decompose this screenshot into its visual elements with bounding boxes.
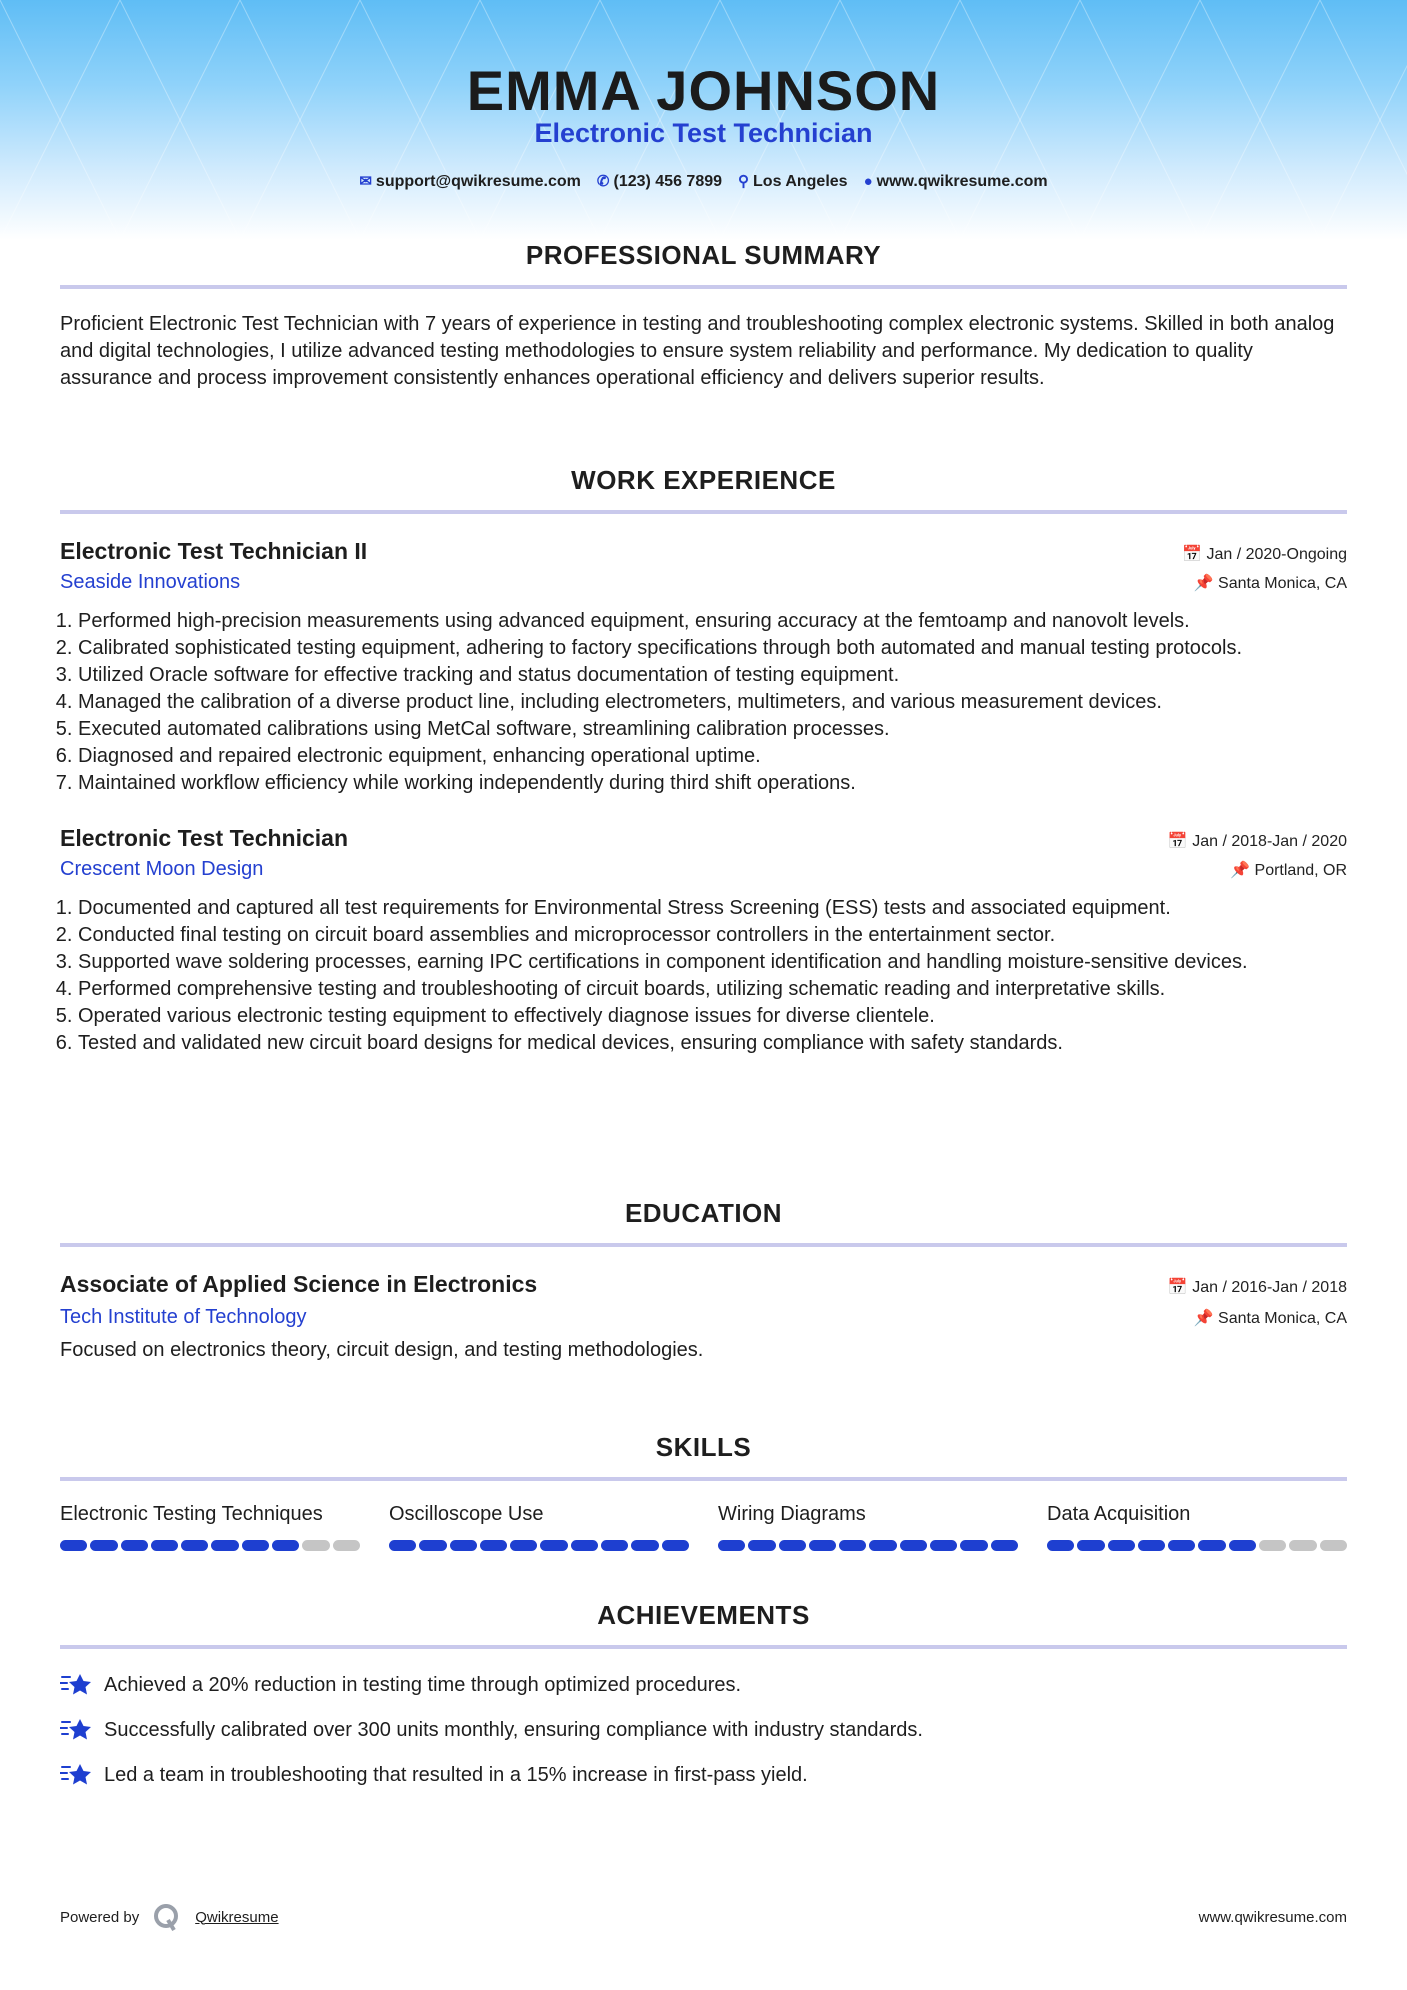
job-bullets [78, 608, 1347, 797]
map-pin-icon: ⚲ [738, 173, 750, 190]
divider [60, 285, 1347, 289]
rating-dot [389, 1540, 416, 1551]
bullet: 1. Performed high-precision measurements using advanced equipment, ensuring accuracy at the femtoamp and nanovolt levels. [78, 608, 1347, 635]
degree: Associate of Applied Science in Electronics [60, 1271, 538, 1297]
school-name: Tech Institute of Technology [60, 1306, 307, 1328]
rating-dot [272, 1540, 299, 1551]
bullet: 5. Operated various electronic testing equipment to effectively diagnose issues for diverse clientele. [78, 1003, 1347, 1030]
divider [60, 1243, 1347, 1247]
job-entry [60, 538, 1347, 797]
skills-section [60, 1432, 1347, 1551]
pin-icon: 📌 [1193, 1310, 1219, 1327]
rating-dot [601, 1540, 628, 1551]
rating-dot [450, 1540, 477, 1551]
candidate-name: EMMA JOHNSON [466, 59, 941, 122]
job-dates: Jan / 2020-Ongoing [1206, 546, 1347, 563]
skill-name: Electronic Testing Techniques [60, 1503, 323, 1525]
rating-dot [930, 1540, 957, 1551]
star-icon [60, 1671, 92, 1699]
rating-dot [960, 1540, 987, 1551]
company-name: Crescent Moon Design [60, 858, 264, 880]
powered-by-label: Powered by [60, 1908, 140, 1926]
edu-description: Focused on electronics theory, circuit design, and testing methodologies. [60, 1339, 704, 1361]
star-icon [60, 1761, 92, 1789]
rating-dot [1138, 1540, 1165, 1551]
rating-dot [1229, 1540, 1256, 1551]
skill-item [718, 1503, 1018, 1551]
skill-rating [718, 1540, 1018, 1551]
rating-dot [631, 1540, 658, 1551]
footer [60, 1903, 1347, 1931]
skill-item [60, 1503, 360, 1551]
pin-icon: 📌 [1230, 862, 1255, 879]
candidate-title: Electronic Test Technician [534, 118, 873, 148]
phone-icon: ✆ [596, 173, 610, 190]
summary-text: Proficient Electronic Test Technician with 7 years of experience in testing and troubleshooting complex electronic systems. Skilled in both analog and digital technologies, I utilize advanced testing methodologies to ensure system reliability and performance. My dedication to quality assurance and process improvement consistently enhances operational efficiency and delivers superior results. [60, 313, 1335, 389]
section-heading: SKILLS [655, 1432, 752, 1462]
rating-dot [419, 1540, 446, 1551]
job-title: Electronic Test Technician [60, 825, 349, 851]
education-section [60, 1198, 1347, 1364]
achievement-item [60, 1761, 1347, 1789]
rating-dot [779, 1540, 806, 1551]
contact-bar [0, 172, 1407, 191]
rating-dot [333, 1540, 360, 1551]
rating-dot [991, 1540, 1018, 1551]
section-heading: EDUCATION [624, 1198, 783, 1228]
bullet: 5. Executed automated calibrations using MetCal software, streamlining calibration processes. [78, 716, 1347, 743]
achievement-item [60, 1671, 1347, 1699]
rating-dot [181, 1540, 208, 1551]
rating-dot [60, 1540, 87, 1551]
achievement-text: Achieved a 20% reduction in testing time through optimized procedures. [104, 1673, 742, 1696]
rating-dot [662, 1540, 689, 1551]
edu-dates: Jan / 2016-Jan / 2018 [1192, 1279, 1347, 1296]
calendar-icon: 📅 [1167, 1279, 1193, 1296]
rating-dot [1198, 1540, 1225, 1551]
rating-dot [839, 1540, 866, 1551]
rating-dot [510, 1540, 537, 1551]
bullet: 2. Calibrated sophisticated testing equipment, adhering to factory specifications through both automated and manual testing protocols. [78, 635, 1347, 662]
rating-dot [1047, 1540, 1074, 1551]
achievement-item [60, 1716, 1347, 1744]
job-title: Electronic Test Technician II [60, 538, 368, 564]
rating-dot [151, 1540, 178, 1551]
achievements-section [60, 1600, 1347, 1806]
bullet: 4. Managed the calibration of a diverse product line, including electrometers, multimeters, and various measurement devices. [78, 689, 1347, 716]
skill-rating [60, 1540, 360, 1551]
skill-name: Wiring Diagrams [718, 1503, 866, 1525]
rating-dot [211, 1540, 238, 1551]
rating-dot [90, 1540, 117, 1551]
qwikresume-link[interactable]: Qwikresume [195, 1908, 279, 1926]
star-icon [60, 1716, 92, 1744]
rating-dot [121, 1540, 148, 1551]
rating-dot [869, 1540, 896, 1551]
location-text: Los Angeles [753, 173, 848, 190]
bullet: 1. Documented and captured all test requirements for Environmental Stress Screening (ESS) tests and associated equipment. [78, 895, 1347, 922]
divider [60, 1645, 1347, 1649]
bullet: 6. Diagnosed and repaired electronic equipment, enhancing operational uptime. [78, 743, 1347, 770]
skill-item [1047, 1503, 1347, 1551]
job-location: Santa Monica, CA [1218, 575, 1347, 592]
section-heading: ACHIEVEMENTS [597, 1600, 810, 1630]
phone-text: (123) 456 7899 [613, 173, 723, 190]
rating-dot [809, 1540, 836, 1551]
footer-website[interactable]: www.qwikresume.com [1198, 1908, 1347, 1926]
job-dates: Jan / 2018-Jan / 2020 [1192, 833, 1347, 850]
rating-dot [571, 1540, 598, 1551]
skill-name: Oscilloscope Use [389, 1503, 544, 1525]
bullet: 7. Maintained workflow efficiency while working independently during third shift operations. [78, 770, 1347, 797]
globe-icon: ● [863, 172, 873, 190]
rating-dot [718, 1540, 745, 1551]
job-entry [60, 825, 1347, 1057]
rating-dot [1108, 1540, 1135, 1551]
rating-dot [1168, 1540, 1195, 1551]
rating-dot [540, 1540, 567, 1551]
rating-dot [1259, 1540, 1286, 1551]
email-link[interactable]: support@qwikresume.com [375, 173, 581, 190]
job-bullets [78, 895, 1347, 1057]
envelope-icon: ✉ [359, 173, 372, 190]
rating-dot [748, 1540, 775, 1551]
rating-dot [242, 1540, 269, 1551]
divider [60, 1477, 1347, 1481]
edu-location: Santa Monica, CA [1218, 1310, 1347, 1327]
qwikresume-logo-icon [153, 1903, 181, 1931]
company-name: Seaside Innovations [60, 571, 241, 593]
experience-section [60, 465, 1347, 1057]
achievement-text: Successfully calibrated over 300 units monthly, ensuring compliance with industry standards. [104, 1718, 923, 1741]
skill-item [389, 1503, 689, 1551]
job-location: Portland, OR [1254, 862, 1347, 879]
section-heading: PROFESSIONAL SUMMARY [525, 240, 882, 270]
bullet: 4. Performed comprehensive testing and troubleshooting of circuit boards, utilizing schematic reading and interpretative skills. [78, 976, 1347, 1003]
rating-dot [900, 1540, 927, 1551]
rating-dot [1289, 1540, 1316, 1551]
achievement-text: Led a team in troubleshooting that resulted in a 15% increase in first-pass yield. [104, 1763, 808, 1786]
bullet: 2. Conducted final testing on circuit board assemblies and microprocessor controllers in the entertainment sector. [78, 922, 1347, 949]
website-link[interactable]: www.qwikresume.com [876, 172, 1048, 190]
rating-dot [1077, 1540, 1104, 1551]
bullet: 6. Tested and validated new circuit board designs for medical devices, ensuring compliance with safety standards. [78, 1030, 1347, 1057]
section-heading: WORK EXPERIENCE [571, 465, 836, 495]
calendar-icon: 📅 [1167, 833, 1193, 850]
divider [60, 510, 1347, 514]
rating-dot [1320, 1540, 1347, 1551]
skill-name: Data Acquisition [1047, 1503, 1191, 1525]
pin-icon: 📌 [1193, 575, 1219, 592]
rating-dot [480, 1540, 507, 1551]
skill-rating [389, 1540, 689, 1551]
skill-rating [1047, 1540, 1347, 1551]
calendar-icon: 📅 [1182, 546, 1207, 563]
bullet: 3. Utilized Oracle software for effective tracking and status documentation of testing equipment. [78, 662, 1347, 689]
rating-dot [302, 1540, 329, 1551]
bullet: 3. Supported wave soldering processes, earning IPC certifications in component identification and handling moisture-sensitive devices. [78, 949, 1347, 976]
summary-section [60, 240, 1347, 392]
